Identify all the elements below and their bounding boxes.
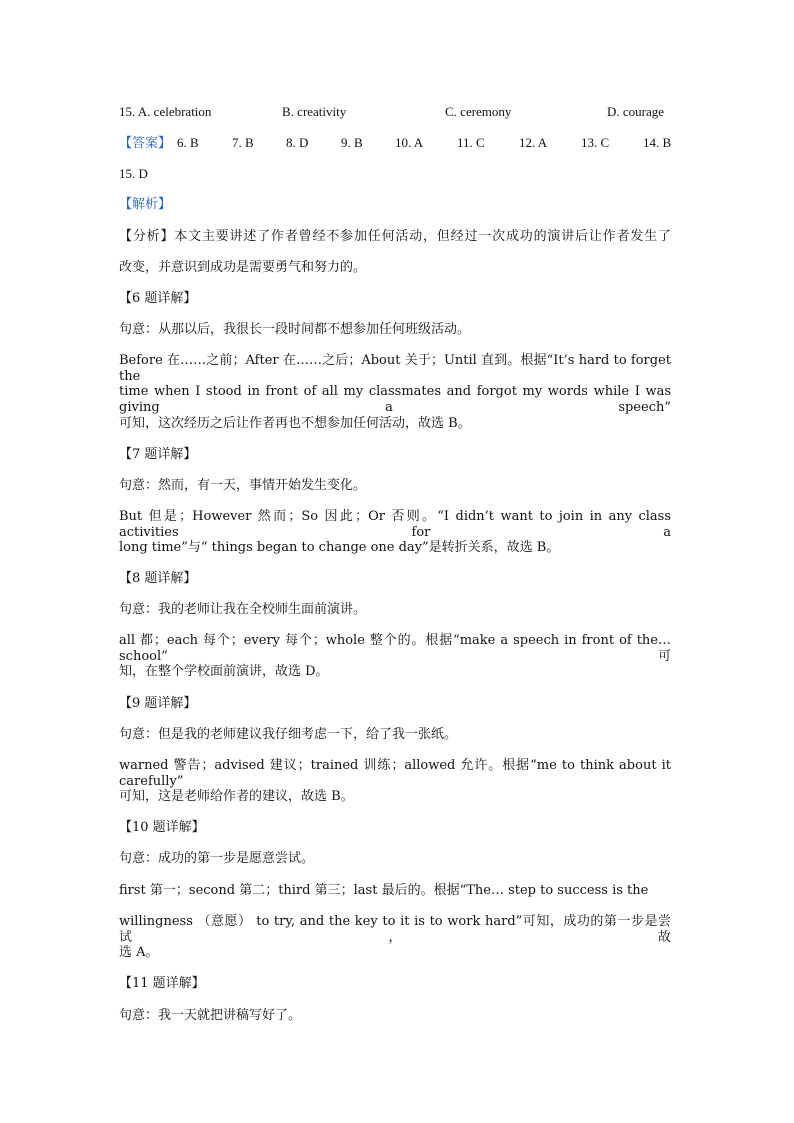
q10-line-2: willingness （意愿） to try, and the key to it is to work hard”可知，成功的第一步是尝试，故 <box>119 914 671 945</box>
q7-title: 【7 题详解】 <box>119 447 197 462</box>
summary-line-1 <box>119 229 671 245</box>
q8-title: 【8 题详解】 <box>119 571 197 586</box>
q7-meaning: 句意：然而，有一天，事情开始发生变化。 <box>119 478 367 493</box>
option-d: D. courage <box>607 104 665 119</box>
q10-title: 【10 题详解】 <box>119 820 205 835</box>
answer-item: 14. B <box>643 135 672 150</box>
answer-last: 15. D <box>119 166 148 181</box>
option-a: 15. A. celebration <box>119 104 212 119</box>
q9-line-1: warned 警告；advised 建议；trained 训练；allowed 允许。根据“me to think about it carefully” <box>119 758 671 789</box>
q6-line-1: Before 在……之前；After 在……之后；About 关于；Until 直到。根据“It’s hard to forget the <box>119 353 671 384</box>
summary-line-2: 改变，并意识到成功是需要勇气和努力的。 <box>119 260 367 275</box>
q6-line-3: 可知，这次经历之后让作者再也不想参加任何活动，故选 B。 <box>119 416 471 431</box>
analysis-label: 【解析】 <box>119 197 172 212</box>
answer-item: 8. D <box>286 135 309 150</box>
option-c: C. ceremony <box>445 104 512 119</box>
answer-item: 10. A <box>395 135 424 150</box>
q7-line-1: But 但是；However 然而；So 因此；Or 否则。“I didn’t want to join in any class activities for a <box>119 509 671 540</box>
answer-item: 7. B <box>232 135 254 150</box>
q9-line-2: 可知，这是老师给作者的建议，故选 B。 <box>119 789 354 804</box>
q8-line-1: all 都；each 每个；every 每个；whole 整个的。根据“make a speech in front of the…school”可 <box>119 633 671 664</box>
q8-line-2: 知，在整个学校面前演讲，故选 D。 <box>119 664 329 679</box>
option-b: B. creativity <box>282 104 347 119</box>
answer-item: 13. C <box>581 135 610 150</box>
q10-meaning: 句意：成功的第一步是愿意尝试。 <box>119 851 315 866</box>
q9-meaning: 句意：但是我的老师建议我仔细考虑一下，给了我一张纸。 <box>119 727 458 742</box>
answer-item: 12. A <box>519 135 548 150</box>
answer-item: 6. B <box>177 135 199 150</box>
answer-label: 【答案】 <box>119 135 172 150</box>
answer-item: 11. C <box>457 135 485 150</box>
summary-text: 本文主要讲述了作者曾经不参加任何活动，但经过一次成功的演讲后让作者发生了 <box>174 229 671 244</box>
q6-meaning: 句意：从那以后，我很长一段时间都不想参加任何班级活动。 <box>119 322 471 337</box>
q10-line-3: 选 A。 <box>119 945 159 960</box>
q7-line-2: long time”与“ things began to change one day”是转折关系，故选 B。 <box>119 540 560 555</box>
q6-title: 【6 题详解】 <box>119 291 197 306</box>
q6-line-2: time when I stood in front of all my classmates and forgot my words while I was giving a speech” <box>119 384 671 415</box>
q8-meaning: 句意：我的老师让我在全校师生面前演讲。 <box>119 602 367 617</box>
q11-title: 【11 题详解】 <box>119 976 205 991</box>
q10-line-1: first 第一；second 第二；third 第三；last 最后的。根据“The… step to success is the <box>119 883 649 898</box>
summary-label: 【分析】 <box>119 229 175 244</box>
q11-meaning: 句意：我一天就把讲稿写好了。 <box>119 1008 302 1023</box>
answer-item: 9. B <box>341 135 363 150</box>
q9-title: 【9 题详解】 <box>119 696 197 711</box>
